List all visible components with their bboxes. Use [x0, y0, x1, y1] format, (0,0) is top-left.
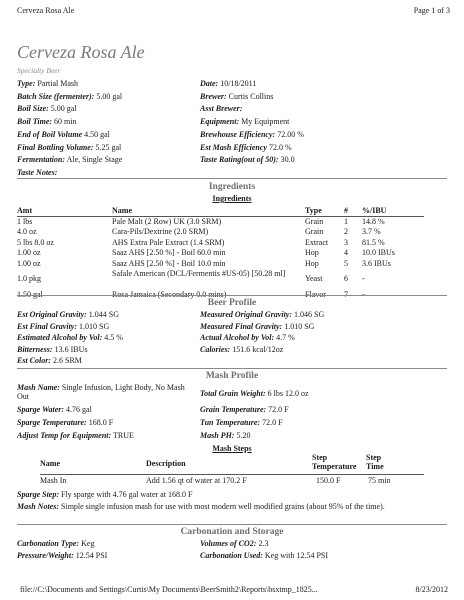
ingredients-header-cell: Name	[112, 206, 132, 215]
recipe-style: Specialty Beer	[17, 66, 61, 75]
ingredient-cell: 4	[344, 248, 348, 258]
mash-ph: Mash PH: 5.20	[200, 431, 251, 440]
tun-temperature: Tun Temperature: 72.0 F	[200, 418, 283, 427]
beer-profile-field: Actual Alcohol by Vol: 4.7 %	[200, 333, 295, 342]
ingredient-cell: Cara-Pils/Dextrine (2.0 SRM)	[112, 227, 209, 237]
ingredient-cell: Hop	[305, 258, 319, 268]
carbonation-field: Carbonation Used: Keg with 12.54 PSI	[200, 551, 329, 560]
detail-field: Equipment: My Equipment	[200, 117, 290, 127]
detail-field: Date: 10/18/2011	[200, 79, 257, 88]
ingredients-table-title: Ingredients	[212, 194, 252, 203]
beer-profile-section-title: Beer Profile	[207, 298, 257, 308]
mash-step-description: Add 1.56 qt of water at 170.2 F	[146, 476, 247, 485]
mash-profile-section-title: Mash Profile	[205, 371, 259, 381]
adjust-temp-equipment: Adjust Temp for Equipment: TRUE	[17, 431, 134, 440]
detail-field: Final Bottling Volume: 5.25 gal	[17, 142, 122, 152]
beer-profile-field: Measured Original Gravity: 1.046 SG	[200, 310, 325, 319]
divider	[17, 368, 447, 369]
page-number: Page 1 of 3	[413, 6, 450, 15]
carbonation-field: Pressure/Weight: 12.54 PSI	[17, 551, 108, 560]
mash-steps-header-name: Name	[40, 459, 60, 468]
ingredient-cell: Extract	[305, 237, 329, 247]
mash-steps-title: Mash Steps	[212, 444, 252, 453]
divider	[17, 524, 447, 525]
sparge-water: Sparge Water: 4.76 gal	[17, 405, 92, 414]
grain-temperature: Grain Temperature: 72.0 F	[200, 405, 289, 414]
mash-steps-header-time: Step Time	[366, 453, 384, 471]
ingredient-cell: 1	[344, 217, 348, 226]
detail-field: Boil Time: 60 min	[17, 117, 77, 127]
beer-profile-field: Calories: 151.6 kcal/12oz	[200, 344, 284, 354]
mash-step-time: 75 min	[368, 476, 391, 485]
ingredient-cell: 3	[344, 237, 348, 247]
beer-profile-field: Measured Final Gravity: 1.010 SG	[200, 321, 315, 331]
beer-profile-field: Est Final Gravity: 1.010 SG	[17, 321, 110, 331]
detail-field: Type: Partial Mash	[17, 79, 79, 88]
ingredient-cell: Yeast	[305, 274, 323, 283]
carbonation-field: Carbonation Type: Keg	[17, 539, 95, 548]
ingredient-cell: 1.00 oz	[17, 258, 41, 268]
ingredient-cell: 6	[344, 274, 348, 283]
mash-steps-header-temp: Step Temperature	[312, 453, 357, 471]
detail-field: Asst Brewer:	[200, 104, 243, 114]
footer-date: 8/23/2012	[415, 585, 448, 594]
carbonation-section-title: Carbonation and Storage	[180, 527, 284, 537]
ingredient-cell: 4.0 oz	[17, 227, 37, 237]
detail-field: Est Mash Efficiency 72.0 %	[200, 142, 292, 152]
total-grain-weight: Total Grain Weight: 6 lbs 12.0 oz	[200, 389, 309, 398]
carbonation-field: Volumes of CO2: 2.3	[200, 539, 269, 548]
detail-field: Taste Rating(out of 50): 30.0	[200, 155, 295, 165]
ingredient-cell: AHS Extra Pale Extract (1.4 SRM)	[112, 237, 225, 247]
ingredient-cell: 1.0 pkg	[17, 274, 41, 283]
mash-step-name: Mash In	[40, 476, 67, 485]
detail-field: Brewer: Curtis Collins	[200, 91, 274, 101]
ingredient-cell: Saaz AHS [2.50 %] - Boil 10.0 min	[112, 258, 226, 268]
recipe-title: Cerveza Rosa Ale	[17, 42, 145, 62]
sparge-step: Sparge Step: Fly sparge with 4.76 gal water at 168.0 F	[17, 490, 193, 499]
mash-steps-header-description: Description	[146, 459, 186, 468]
beer-profile-field: Estimated Alcohol by Vol: 4.5 %	[17, 333, 123, 342]
detail-field: Taste Notes:	[17, 167, 58, 177]
detail-field: Fermentation: Ale, Single Stage	[17, 155, 123, 165]
mash-step-temperature: 150.0 F	[316, 476, 341, 485]
ingredient-cell: Safale American (DCL/Fermentis #US-05) [50.28 ml]	[112, 269, 286, 278]
ingredient-cell: Grain	[305, 227, 324, 237]
ingredient-cell: 3.7 %	[362, 227, 381, 237]
ingredients-header-cell: Amt	[17, 206, 33, 215]
ingredient-cell: 5	[344, 258, 348, 268]
mash-name: Mash Name: Single Infusion, Light Body, No Mash Out	[17, 383, 185, 401]
ingredient-cell: Grain	[305, 217, 324, 226]
ingredient-cell: -	[362, 274, 365, 283]
footer-file-path: file://C:\Documents and Settings\Curtis\My Documents\BeerSmith2\Reports\bsxtmp_1825...	[20, 585, 318, 594]
ingredients-header-cell: %/IBU	[362, 206, 387, 215]
detail-field: Batch Size (fermenter): 5.00 gal	[17, 91, 123, 101]
ingredient-cell: Saaz AHS [2.50 %] - Boil 60.0 min	[112, 248, 226, 258]
divider	[17, 295, 447, 296]
ingredient-cell: 5 lbs 8.0 oz	[17, 237, 54, 247]
ingredient-cell: 10.0 IBUs	[362, 248, 395, 258]
detail-field: End of Boil Volume 4.50 gal	[17, 129, 110, 139]
ingredients-section-title: Ingredients	[208, 182, 256, 192]
ingredient-cell: Hop	[305, 248, 319, 258]
beer-profile-field: Bitterness: 13.6 IBUs	[17, 344, 88, 354]
beer-profile-field: Est Original Gravity: 1.044 SG	[17, 310, 120, 319]
ingredient-cell: 14.8 %	[362, 217, 385, 226]
ingredients-header-cell: Type	[305, 206, 322, 215]
beer-profile-field: Est Color: 2.6 SRM	[17, 356, 82, 365]
ingredient-cell: 2	[344, 227, 348, 237]
mash-notes: Mash Notes: Simple single infusion mash for use with most modern well modified grains (about 95% of the time).	[17, 502, 385, 511]
detail-field: Brewhouse Efficiency: 72.00 %	[200, 129, 304, 139]
ingredient-cell: 1 lbs	[17, 217, 33, 226]
detail-field: Boil Size: 5.00 gal	[17, 104, 77, 114]
page-header-title: Cerveza Rosa Ale	[17, 6, 75, 15]
divider	[40, 474, 424, 475]
divider	[17, 178, 447, 179]
ingredient-cell: 1.00 oz	[17, 248, 41, 258]
ingredients-header-cell: #	[344, 206, 348, 215]
sparge-temperature: Sparge Temperature: 168.0 F	[17, 418, 114, 427]
ingredient-cell: Pale Malt (2 Row) UK (3.0 SRM)	[112, 217, 222, 226]
ingredient-cell: 81.5 %	[362, 237, 385, 247]
ingredient-cell: 3.6 IBUs	[362, 258, 391, 268]
